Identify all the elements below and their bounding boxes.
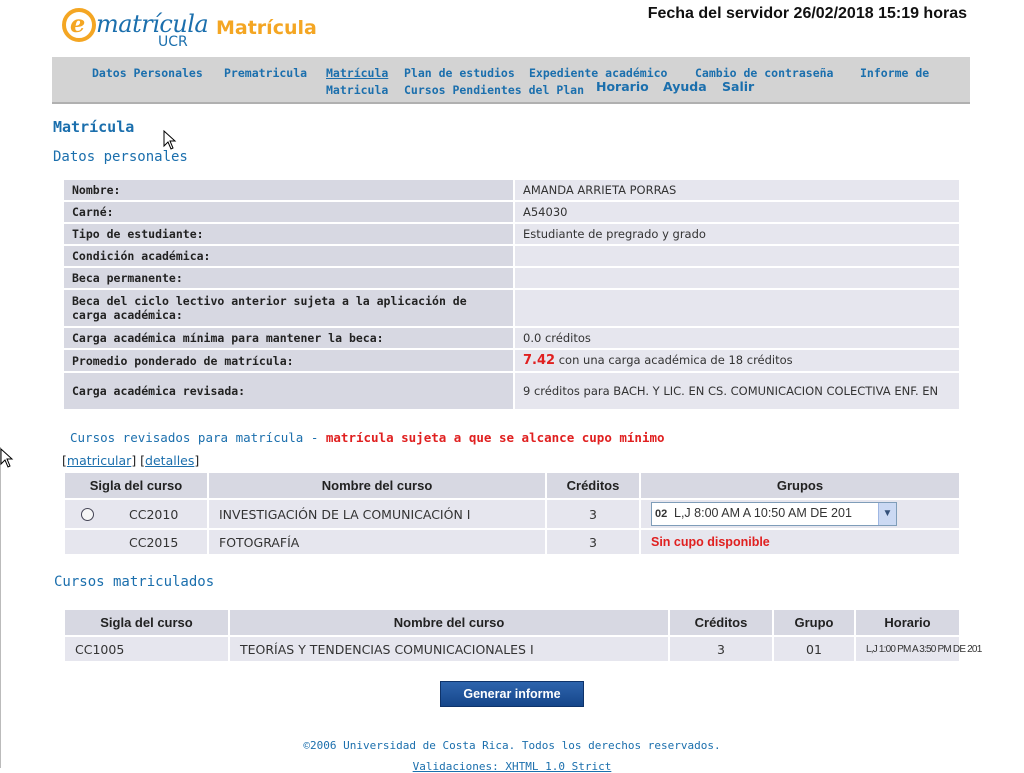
- course-radio[interactable]: [81, 508, 94, 521]
- revisados-table: [63, 471, 961, 556]
- table-row: [64, 328, 959, 348]
- table-row: [64, 180, 959, 200]
- nav-informe[interactable]: Informe de: [860, 66, 930, 80]
- course-grupo: 01: [774, 637, 854, 661]
- table-header-row: [65, 473, 959, 498]
- page-subtitle: Datos personales: [53, 149, 188, 165]
- select-cell: [65, 500, 207, 528]
- group-select[interactable]: [651, 502, 897, 526]
- label-beca-ciclo-anterior: Beca del ciclo lectivo anterior sujeta a la aplicación de carga académica:: [64, 290, 513, 326]
- revisados-title: [70, 430, 665, 445]
- header-nombre: Nombre del curso: [230, 610, 668, 635]
- table-row: [65, 637, 959, 661]
- label-tipo-estudiante: Tipo de estudiante:: [64, 224, 513, 244]
- label-beca-permanente: Beca permanente:: [64, 268, 513, 288]
- label-promedio: Promedio ponderado de matrícula:: [64, 350, 513, 371]
- label-carga-minima: Carga académica mínima para mantener la beca:: [64, 328, 513, 348]
- header-creditos: Créditos: [547, 473, 639, 498]
- table-row: [64, 224, 959, 244]
- group-number: 02: [655, 508, 668, 520]
- value-promedio: [515, 350, 959, 371]
- personal-data-table: [62, 178, 961, 411]
- footer-validaciones[interactable]: Validaciones: XHTML 1.0 Strict: [412, 760, 612, 773]
- nav-cambio-contrasena[interactable]: Cambio de contraseña: [695, 66, 834, 80]
- course-creditos: 3: [670, 637, 772, 661]
- promedio-detail: con una carga académica de 18 créditos: [555, 353, 793, 367]
- course-nombre: FOTOGRAFÍA: [209, 530, 545, 554]
- page-header: [0, 0, 1024, 56]
- nav-plan-estudios[interactable]: Plan de estudios: [404, 66, 515, 80]
- group-schedule: L,J 8:00 AM A 10:50 AM DE 201: [674, 506, 852, 520]
- nav-matricula-line2[interactable]: Matricula: [326, 83, 389, 97]
- table-header-row: [65, 610, 959, 635]
- main-navbar: [52, 57, 970, 104]
- value-carga-revisada: 9 créditos para BACH. Y LIC. EN CS. COMUNICACION COLECTIVA ENF. EN: [515, 373, 959, 409]
- action-links: [matricular] [detalles]: [62, 453, 200, 468]
- course-creditos: 3: [547, 530, 639, 554]
- generar-informe-button[interactable]: Generar informe: [440, 681, 584, 707]
- course-grupo-cell: [641, 500, 959, 528]
- header-creditos: Créditos: [670, 610, 772, 635]
- sin-cupo-label: Sin cupo disponible: [641, 530, 959, 554]
- nav-expediente[interactable]: Expediente académico: [529, 66, 668, 80]
- value-condicion-academica: [515, 246, 959, 266]
- logo-e: e: [70, 9, 86, 38]
- header-sigla: Sigla del curso: [65, 473, 207, 498]
- table-row: [65, 500, 959, 528]
- server-date: Fecha del servidor 26/02/2018 15:19 horas: [647, 5, 967, 22]
- course-sigla: CC1005: [65, 637, 228, 661]
- header-grupos: Grupos: [641, 473, 959, 498]
- table-row: [65, 530, 959, 554]
- link-matricular[interactable]: matricular: [66, 453, 132, 468]
- table-row: [64, 290, 959, 326]
- matriculados-table: [63, 608, 982, 663]
- label-condicion-academica: Condición académica:: [64, 246, 513, 266]
- nav-cursos-pendientes[interactable]: Cursos Pendientes del Plan: [404, 83, 585, 97]
- chevron-down-icon[interactable]: ▼: [878, 503, 896, 525]
- logo-word: matrícula: [96, 10, 209, 38]
- course-horario: L,J 1:00 PM A 3:50 PM DE 201: [856, 637, 959, 661]
- nav-matricula[interactable]: Matrícula: [326, 66, 389, 80]
- header-nombre: Nombre del curso: [209, 473, 545, 498]
- course-sigla: CC2010: [129, 506, 179, 522]
- header-grupo: Grupo: [774, 610, 854, 635]
- nav-prematricula[interactable]: Prematricula: [224, 66, 308, 80]
- course-sigla: CC2015: [129, 534, 179, 550]
- value-beca-permanente: [515, 268, 959, 288]
- mouse-cursor-icon: [0, 448, 14, 468]
- header-horario: Horario: [856, 610, 959, 635]
- footer-copyright: ©2006 Universidad de Costa Rica. Todos los derechos reservados.: [303, 739, 721, 752]
- label-carga-revisada: Carga académica revisada:: [64, 373, 513, 409]
- label-carne: Carné:: [64, 202, 513, 222]
- value-beca-ciclo-anterior: [515, 290, 959, 326]
- course-nombre: TEORÍAS Y TENDENCIAS COMUNICACIONALES I: [230, 637, 668, 661]
- mouse-cursor-icon: [163, 130, 177, 150]
- label-nombre: Nombre:: [64, 180, 513, 200]
- value-carne: A54030: [515, 202, 959, 222]
- matriculados-title: Cursos matriculados: [54, 574, 215, 590]
- table-row: [64, 350, 959, 371]
- table-row: [64, 246, 959, 266]
- nav-ayuda[interactable]: Ayuda: [663, 79, 707, 94]
- header-sigla: Sigla del curso: [65, 610, 228, 635]
- promedio-number: 7.42: [523, 353, 556, 368]
- table-row: [64, 202, 959, 222]
- link-detalles[interactable]: detalles: [145, 453, 195, 468]
- select-cell: [65, 530, 207, 554]
- course-creditos: 3: [547, 500, 639, 528]
- course-nombre: INVESTIGACIÓN DE LA COMUNICACIÓN I: [209, 500, 545, 528]
- ematricula-logo: [62, 6, 207, 50]
- app-title: Matrícula: [216, 17, 317, 39]
- value-tipo-estudiante: Estudiante de pregrado y grado: [515, 224, 959, 244]
- value-carga-minima: 0.0 créditos: [515, 328, 959, 348]
- revisados-warning: matrícula sujeta a que se alcance cupo mínimo: [325, 430, 665, 445]
- value-nombre: AMANDA ARRIETA PORRAS: [515, 180, 959, 200]
- page-title: Matrícula: [53, 118, 135, 136]
- revisados-title-text: Cursos revisados para matrícula -: [70, 430, 326, 445]
- nav-datos-personales[interactable]: Datos Personales: [92, 66, 203, 80]
- logo-ucr: UCR: [158, 34, 188, 50]
- nav-salir[interactable]: Salir: [722, 79, 755, 94]
- nav-horario[interactable]: Horario: [596, 79, 649, 94]
- table-row: [64, 373, 959, 409]
- table-row: [64, 268, 959, 288]
- frame-divider: [0, 447, 1, 768]
